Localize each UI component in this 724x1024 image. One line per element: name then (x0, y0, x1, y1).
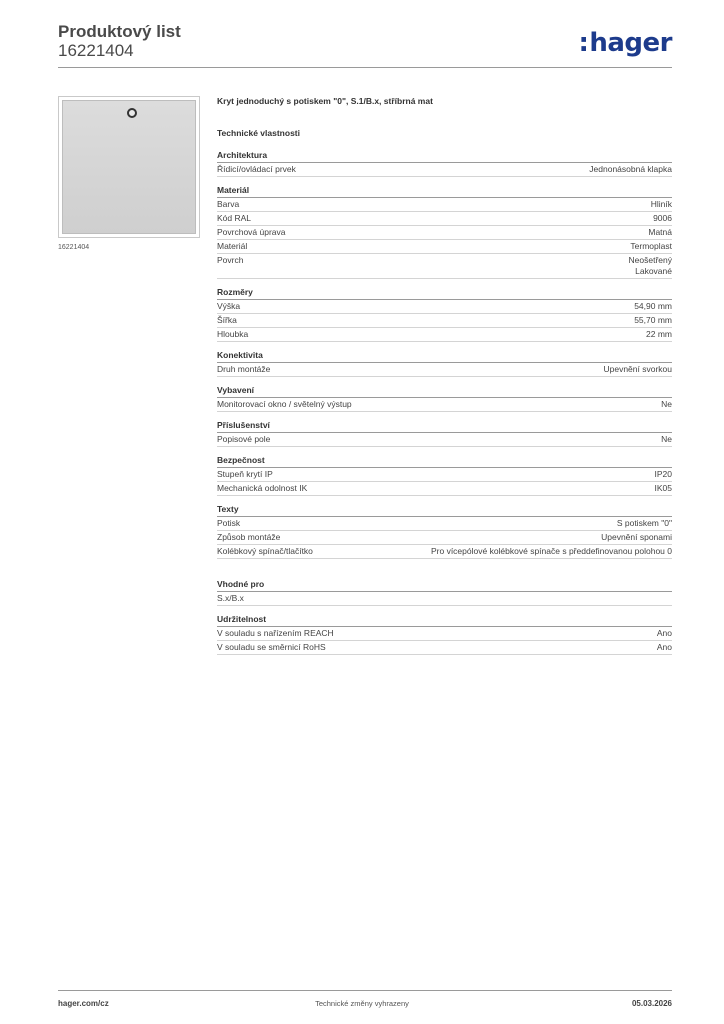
spec-value-line: Ne (661, 434, 672, 444)
spec-value (655, 483, 673, 494)
product-specs (217, 96, 672, 655)
spec-label: Materiál (217, 241, 248, 251)
spec-label: V souladu s nařízením REACH (217, 628, 334, 638)
spec-row (217, 300, 672, 314)
spec-value-line: Upevnění sponami (601, 532, 672, 542)
spec-row (217, 198, 672, 212)
spec-value (657, 642, 672, 653)
spec-row (217, 240, 672, 254)
spec-value (661, 434, 672, 445)
spec-value (634, 315, 672, 326)
spec-section (217, 185, 672, 279)
hager-logo: :hager (578, 28, 672, 58)
section-title: Vybavení (217, 385, 672, 398)
spec-value (601, 532, 672, 543)
spec-row (217, 627, 672, 641)
spec-row (217, 592, 672, 606)
spec-section (217, 150, 672, 177)
spec-row (217, 363, 672, 377)
spec-row (217, 433, 672, 447)
spec-value-line: Jednonásobná klapka (589, 164, 672, 174)
spec-label: Výška (217, 301, 241, 311)
spec-label: Povrchová úprava (217, 227, 286, 237)
spec-value-line: Neošetřený (628, 255, 672, 265)
spec-value (661, 399, 672, 410)
spec-label: Popisové pole (217, 434, 271, 444)
spec-row (217, 641, 672, 655)
spec-label: Potisk (217, 518, 241, 528)
spec-section (217, 350, 672, 377)
spec-label: Stupeň krytí IP (217, 469, 273, 479)
spec-value-line: Matná (648, 227, 672, 237)
section-title: Vhodné pro (217, 579, 672, 592)
logo-text: hager (589, 28, 672, 58)
spec-label: Řídicí/ovládací prvek (217, 164, 296, 174)
spec-value (630, 241, 672, 252)
spec-value (589, 164, 672, 175)
spec-value (657, 628, 672, 639)
spec-row (217, 517, 672, 531)
spec-section (217, 385, 672, 412)
spec-row (217, 212, 672, 226)
cover-plate-picture (62, 100, 196, 234)
spec-value (653, 213, 672, 224)
spec-section (217, 287, 672, 342)
spec-label: Šířka (217, 315, 237, 325)
spec-row (217, 226, 672, 240)
spec-row (217, 468, 672, 482)
technical-properties-heading: Technické vlastnosti (217, 128, 300, 138)
product-code: 16221404 (58, 41, 134, 60)
spec-label: Způsob montáže (217, 532, 281, 542)
page-header (58, 22, 181, 60)
spec-value (617, 518, 672, 529)
spec-value (603, 364, 672, 375)
product-name: Kryt jednoduchý s potiskem "0", S.1/B.x, stříbrná mat (217, 96, 433, 106)
spec-value-line: Ne (661, 399, 672, 409)
document-title: Produktový list (58, 22, 181, 41)
spec-row (217, 531, 672, 545)
spec-value (646, 329, 672, 340)
spec-value-line: Termoplast (630, 241, 672, 251)
section-title: Bezpečnost (217, 455, 672, 468)
footer-notice: Technické změny vyhrazeny (315, 999, 409, 1008)
spec-value-line: S potiskem "0" (616, 518, 672, 528)
spec-value-line: IK05 (654, 483, 672, 493)
spec-value (648, 227, 672, 238)
spec-label: Povrch (217, 255, 244, 265)
spec-value-line: 54,90 mm (634, 301, 672, 311)
section-title: Texty (217, 504, 672, 517)
spec-sections (217, 150, 672, 655)
footer-date: 05.03.2026 (631, 999, 672, 1008)
spec-section (217, 579, 672, 606)
spec-value-line: Upevnění svorkou (603, 364, 672, 374)
spec-label: Kód RAL (217, 213, 252, 223)
spec-section (217, 504, 672, 559)
spec-row (217, 314, 672, 328)
section-title: Příslušenství (217, 420, 672, 433)
spec-label: Kolébkový spínač/tlačítko (217, 546, 313, 556)
spec-value-line: Ano (656, 628, 672, 638)
spec-value (629, 255, 672, 277)
spec-section (217, 614, 672, 655)
spec-value-line: 22 mm (646, 329, 672, 339)
footer-divider (58, 990, 672, 991)
spec-value (431, 546, 672, 557)
spec-value (634, 301, 672, 312)
spec-section (217, 420, 672, 447)
spec-value (651, 199, 672, 210)
footer-website: hager.com/cz (58, 999, 109, 1008)
section-title: Materiál (217, 185, 672, 198)
spec-row (217, 482, 672, 496)
spec-label: S.x/B.x (217, 593, 244, 603)
image-caption: 16221404 (58, 244, 90, 251)
spec-value-line: Lakované (635, 266, 672, 276)
spec-row (217, 163, 672, 177)
spec-label: Druh montáže (217, 364, 271, 374)
spec-value (655, 469, 673, 480)
spec-row (217, 545, 672, 559)
section-title: Rozměry (217, 287, 672, 300)
spec-value-line: Pro vícepólové kolébkové spínače s předdefinovanou polohou 0 (430, 546, 672, 556)
spec-label: Barva (217, 199, 240, 209)
section-title: Udržitelnost (217, 614, 672, 627)
spec-value-line: IP20 (654, 469, 672, 479)
spec-row (217, 328, 672, 342)
spec-value-line: 55,70 mm (634, 315, 672, 325)
spec-value-line: Hliník (650, 199, 672, 209)
spec-label: Mechanická odolnost IK (217, 483, 308, 493)
spec-row (217, 254, 672, 279)
spec-row (217, 398, 672, 412)
spec-label: Monitorovací okno / světelný výstup (217, 399, 352, 409)
spec-label: V souladu se směrnicí RoHS (217, 642, 326, 652)
spec-label: Hloubka (217, 329, 249, 339)
section-title: Konektivita (217, 350, 672, 363)
spec-value-line: Ano (656, 642, 672, 652)
plate-hole-mark (127, 108, 137, 118)
section-title: Architektura (217, 150, 672, 163)
spec-section (217, 455, 672, 496)
spec-value-line: 9006 (653, 213, 672, 223)
header-divider (58, 67, 672, 68)
product-image (58, 96, 200, 238)
